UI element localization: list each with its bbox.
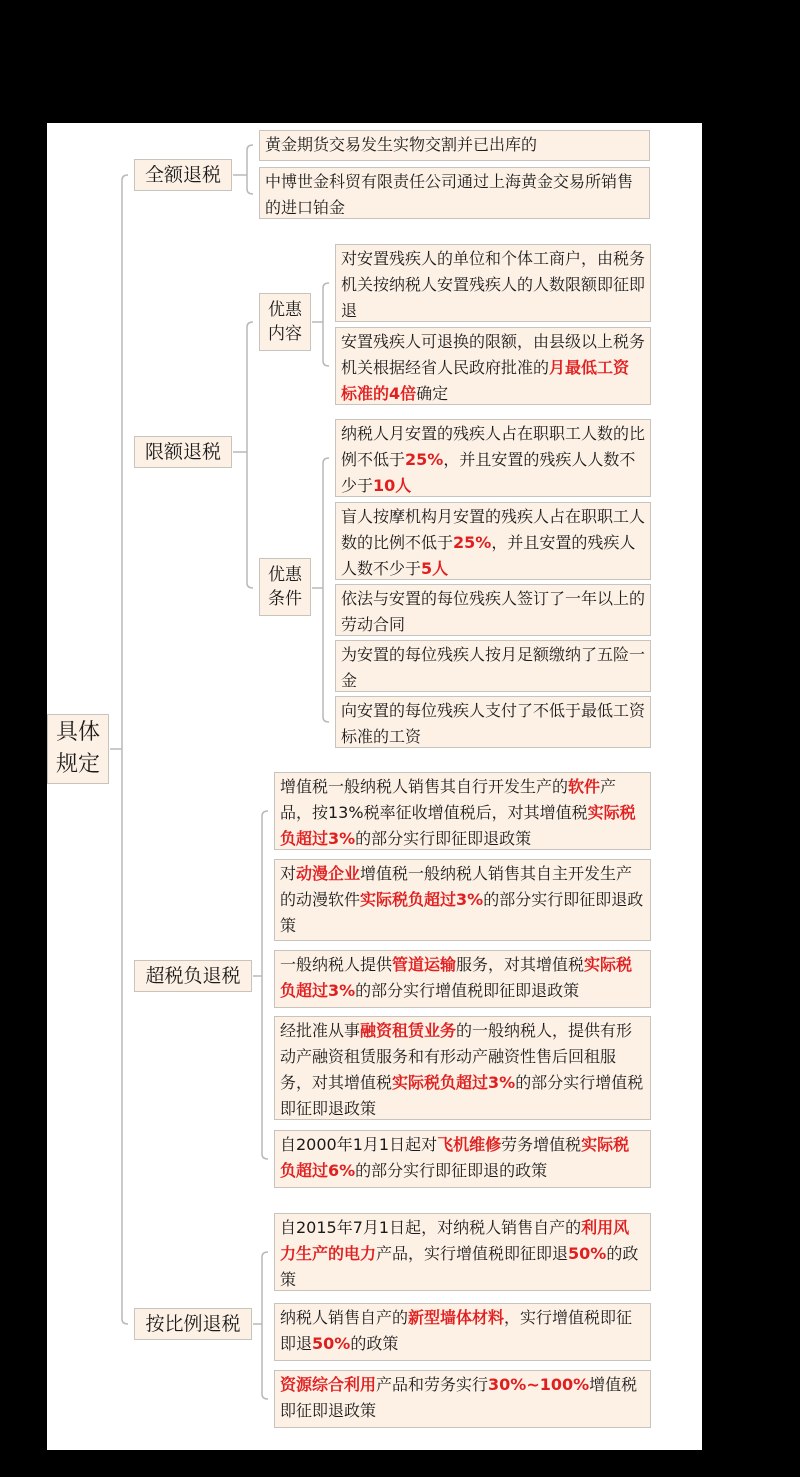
highlight-text: 30%~100% xyxy=(488,1375,590,1394)
highlight-text: 动漫企业 xyxy=(296,864,361,883)
leaf-1-0-1 xyxy=(335,327,651,405)
leaf-text: ，并且安置的残疾人人数不少于 xyxy=(341,450,636,495)
root-node xyxy=(47,714,109,784)
leaf-2-0 xyxy=(274,772,651,850)
leaf-text: 自2015年7月1日起，对纳税人销售自产的 xyxy=(280,1218,582,1237)
sub-label-line1: 优惠 xyxy=(268,565,302,585)
sub-label-line2: 内容 xyxy=(268,324,302,344)
highlight-text: 月最低工资标准的4倍 xyxy=(341,358,630,403)
root-label-line1: 具体 xyxy=(55,720,100,745)
leaf-text: 产品，实行增值税即征即退 xyxy=(376,1244,569,1263)
leaf-text: 盲人按摩机构月安置的残疾人占在职职工人数的比例不低于 xyxy=(341,507,646,552)
leaf-text: 劳务增值税 xyxy=(501,1135,582,1154)
leaf-2-1 xyxy=(274,859,651,941)
highlight-text: 10人 xyxy=(373,476,412,495)
leaf-text: ，实行增值税即征即退 xyxy=(280,1308,633,1353)
leaf-text: 为安置的每位残疾人按月足额缴纳了五险一金 xyxy=(341,645,646,690)
leaf-text: 对 xyxy=(280,864,297,883)
leaf-2-4 xyxy=(274,1130,651,1188)
highlight-text: 利用风力生产的电力 xyxy=(280,1218,630,1263)
leaf-text: 的部分实行即征即退的政策 xyxy=(355,1161,548,1180)
highlight-text: 50% xyxy=(568,1244,607,1263)
leaf-text: 依法与安置的每位残疾人签订了一年以上的劳动合同 xyxy=(341,589,646,634)
sub-label-line1: 优惠 xyxy=(268,300,302,320)
leaf-1-1-3 xyxy=(335,640,651,692)
leaf-text: 的一般纳税人，提供有形动产融资租赁服务和有形动产融资性售后回租服务，对其增值税 xyxy=(280,1021,633,1092)
leaf-text: 纳税人月安置的残疾人占在职职工人数的比例不低于 xyxy=(341,424,646,469)
leaf-text: 产品和劳务实行 xyxy=(376,1375,489,1394)
leaf-text: 的部分实行即征即退政策 xyxy=(280,890,644,935)
leaf-text: 的政策 xyxy=(280,1244,639,1289)
highlight-text: 融资租赁业务 xyxy=(360,1021,457,1040)
leaf-text: 的部分实行即征即退政策 xyxy=(355,829,532,848)
leaf-text: 的部分实行增值税即征即退政策 xyxy=(280,1073,644,1118)
leaf-1-1-2 xyxy=(335,584,651,636)
leaf-text: 的政策 xyxy=(350,1334,399,1353)
category-proportional-refund xyxy=(134,1308,252,1340)
highlight-text: 25% xyxy=(405,450,444,469)
highlight-text: 管道运输 xyxy=(392,955,457,974)
leaf-2-2 xyxy=(274,950,651,1008)
root-label-line2: 规定 xyxy=(55,752,100,777)
category-label: 按比例退税 xyxy=(145,1313,241,1335)
highlight-text: 资源综合利用 xyxy=(280,1375,377,1394)
category-limited-refund xyxy=(134,436,232,468)
leaf-text: 向安置的每位残疾人支付了不低于最低工资标准的工资 xyxy=(341,701,646,746)
sub-benefit-conditions xyxy=(259,558,311,616)
leaf-3-0 xyxy=(274,1213,651,1291)
leaf-text: 纳税人销售自产的 xyxy=(280,1308,409,1327)
leaf-1-1-4 xyxy=(335,696,651,748)
highlight-text: 25% xyxy=(453,533,492,552)
highlight-text: 实际税负超过3% xyxy=(392,1073,516,1092)
leaf-text: 一般纳税人提供 xyxy=(280,955,393,974)
leaf-1-1-1 xyxy=(335,502,651,580)
leaf-text: 的部分实行增值税即征即退政策 xyxy=(355,981,580,1000)
leaf-text: 安置残疾人可退换的限额，由县级以上税务机关根据经省人民政府批准的 xyxy=(341,332,646,377)
leaf-text: 服务，对其增值税 xyxy=(456,955,585,974)
category-label: 全额退税 xyxy=(144,164,221,186)
leaf-0-0 xyxy=(259,130,650,161)
category-label: 超税负退税 xyxy=(145,965,241,987)
highlight-text: 5人 xyxy=(421,559,449,578)
leaf-text: 黄金期货交易发生实物交割并已出库的 xyxy=(265,135,538,154)
highlight-text: 软件 xyxy=(568,777,601,796)
leaf-text: 产品，按13%税率征收增值税后，对其增值税 xyxy=(280,777,617,822)
category-excess-tax-refund xyxy=(134,960,252,992)
highlight-text: 飞机维修 xyxy=(437,1135,502,1154)
leaf-text: 自2000年1月1日起对 xyxy=(280,1135,438,1154)
highlight-text: 50% xyxy=(312,1334,351,1353)
leaf-3-1 xyxy=(274,1303,651,1361)
category-label: 限额退税 xyxy=(144,441,221,463)
leaf-text: 中博世金科贸有限责任公司通过上海黄金交易所销售的进口铂金 xyxy=(265,172,634,217)
leaf-text: 确定 xyxy=(416,384,449,403)
highlight-text: 实际税负超过3% xyxy=(360,890,484,909)
leaf-text: 增值税一般纳税人销售其自行开发生产的 xyxy=(280,777,569,796)
highlight-text: 实际税负超过6% xyxy=(280,1135,630,1180)
highlight-text: 实际税负超过3% xyxy=(280,955,633,1000)
sub-benefit-content xyxy=(259,293,311,351)
leaf-1-0-0 xyxy=(335,244,651,322)
highlight-text: 实际税负超过3% xyxy=(280,803,636,848)
sub-label-line2: 条件 xyxy=(268,589,302,609)
leaf-1-1-0 xyxy=(335,419,651,497)
leaf-2-3 xyxy=(274,1016,651,1120)
leaf-text: 增值税即征即退政策 xyxy=(280,1375,638,1420)
leaf-text: 增值税一般纳税人销售其自主开发生产的动漫软件 xyxy=(280,864,633,909)
leaf-3-2 xyxy=(274,1370,651,1428)
category-full-refund xyxy=(134,159,232,191)
leaf-text: ，并且安置的残疾人人数不少于 xyxy=(341,533,636,578)
leaf-text: 经批准从事 xyxy=(280,1021,361,1040)
highlight-text: 新型墙体材料 xyxy=(408,1308,505,1327)
leaf-0-1 xyxy=(259,167,650,219)
leaf-text: 对安置残疾人的单位和个体工商户，由税务机关按纳税人安置残疾人的人数限额即征即退 xyxy=(341,249,646,320)
